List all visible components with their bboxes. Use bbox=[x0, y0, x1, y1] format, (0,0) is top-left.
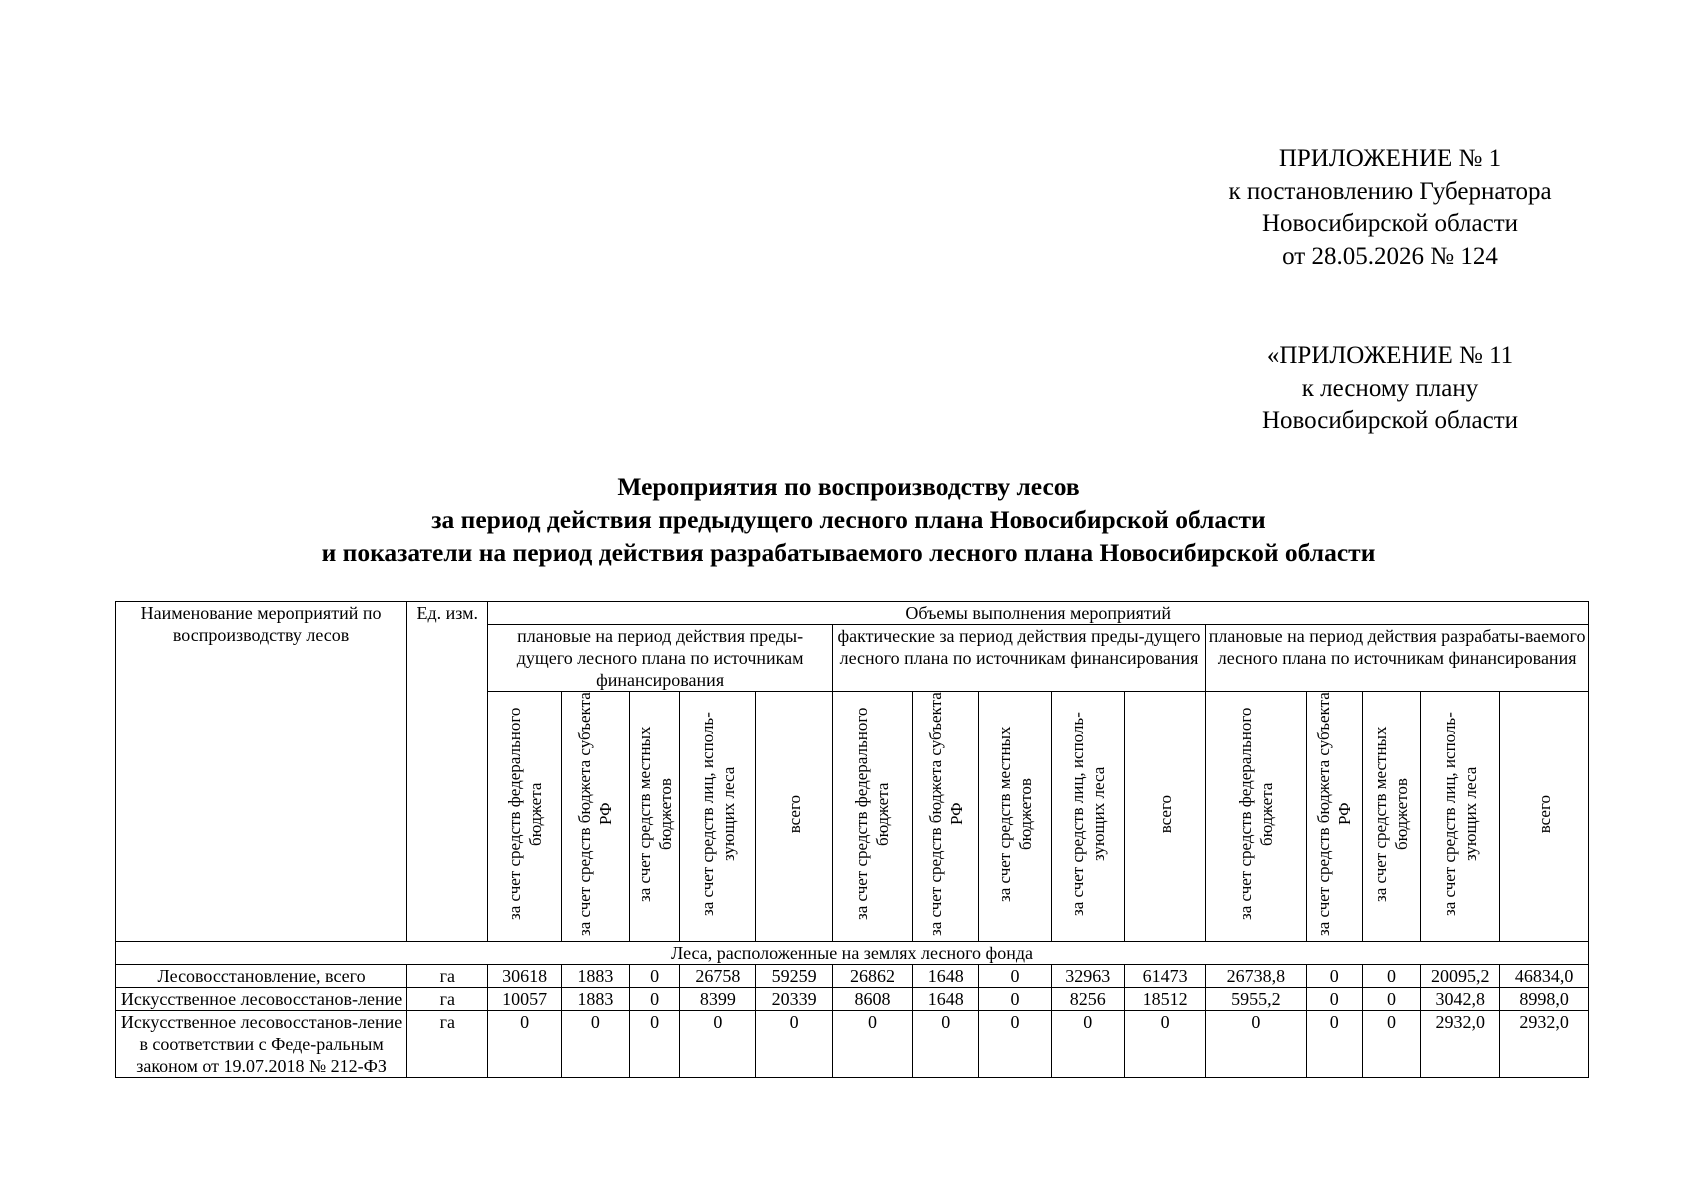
cell: 0 bbox=[1362, 988, 1420, 1011]
col-header-subject: за счет средств бюджета субъекта РФ bbox=[575, 692, 616, 936]
cell: 0 bbox=[913, 1011, 979, 1078]
header-group-planned-prev: плановые на период действия преды-дущего лесного плана по источникам финансирования bbox=[488, 625, 832, 692]
cell: 0 bbox=[630, 988, 680, 1011]
appendix-1-line-3: Новосибирской области bbox=[1261, 210, 1519, 237]
table-row bbox=[116, 965, 1589, 988]
row-name: Искусственное лесовосстанов-ление в соответствии с Феде-ральным законом от 19.07.2018 № 212-ФЗ bbox=[116, 1011, 407, 1078]
col-header-local: за счет средств местных бюджетов bbox=[994, 726, 1035, 902]
document-title bbox=[0, 470, 1697, 569]
cell: 8998,0 bbox=[1500, 988, 1589, 1011]
row-name: Искусственное лесовосстанов-ление bbox=[116, 988, 407, 1011]
cell: 1648 bbox=[913, 988, 979, 1011]
col-header-total: всего bbox=[1155, 794, 1175, 834]
appendix-1-line-4: от 28.05.2026 № 124 bbox=[1282, 242, 1498, 270]
cell: 32963 bbox=[1051, 965, 1124, 988]
col-header-users: за счет средств лиц, исполь-зующих леса bbox=[697, 712, 738, 916]
cell: 0 bbox=[979, 1011, 1051, 1078]
cell: 10057 bbox=[488, 988, 561, 1011]
cell: 0 bbox=[1206, 1011, 1306, 1078]
cell: 2932,0 bbox=[1421, 1011, 1500, 1078]
header-row-1 bbox=[116, 602, 1589, 625]
header-unit-cell bbox=[407, 602, 488, 942]
col-header-users: за счет средств лиц, исполь-зующих леса bbox=[1067, 712, 1108, 916]
col-header-users: за счет средств лиц, исполь-зующих леса bbox=[1440, 712, 1481, 916]
col-header-federal: за счет средств федерального бюджета bbox=[504, 707, 545, 921]
section-row bbox=[116, 942, 1589, 965]
cell: 26862 bbox=[832, 965, 912, 988]
cell: 46834,0 bbox=[1500, 965, 1589, 988]
cell: 26738,8 bbox=[1206, 965, 1306, 988]
table-row bbox=[116, 988, 1589, 1011]
cell: 26758 bbox=[680, 965, 756, 988]
cell: 20339 bbox=[756, 988, 832, 1011]
cell: 8256 bbox=[1051, 988, 1124, 1011]
col-header-local: за счет средств местных бюджетов bbox=[1371, 726, 1412, 902]
cell: 0 bbox=[832, 1011, 912, 1078]
cell: 5955,2 bbox=[1206, 988, 1306, 1011]
col-header-total: всего bbox=[784, 794, 804, 834]
cell: 1883 bbox=[561, 988, 629, 1011]
row-unit: га bbox=[407, 965, 488, 988]
header-name: Наименование мероприятий по воспроизводству лесов bbox=[140, 603, 382, 645]
header-group-actual-prev: фактические за период действия преды-дущего лесного плана по источникам финансирования bbox=[832, 625, 1205, 692]
appendix-1-line-1: ПРИЛОЖЕНИЕ № 1 bbox=[1278, 145, 1502, 172]
appendix-11-line-2: к лесному плану bbox=[1301, 374, 1479, 402]
cell: 0 bbox=[979, 988, 1051, 1011]
cell: 0 bbox=[1124, 1011, 1205, 1078]
cell: 0 bbox=[979, 965, 1051, 988]
row-name: Лесовосстановление, всего bbox=[116, 965, 407, 988]
cell: 59259 bbox=[756, 965, 832, 988]
cell: 0 bbox=[756, 1011, 832, 1078]
title-line-2: за период действия предыдущего лесного плана Новосибирской области bbox=[431, 505, 1266, 534]
cell: 0 bbox=[630, 1011, 680, 1078]
cell: 8608 bbox=[832, 988, 912, 1011]
cell: 0 bbox=[1362, 965, 1420, 988]
row-unit: га bbox=[407, 988, 488, 1011]
header-unit: Ед. изм. bbox=[416, 603, 479, 623]
cell: 0 bbox=[1362, 1011, 1420, 1078]
appendix-11-line-1: «ПРИЛОЖЕНИЕ № 11 bbox=[1266, 342, 1514, 369]
appendix-11-line-3: Новосибирской области bbox=[1261, 407, 1519, 434]
reforestation-table bbox=[115, 601, 1589, 1078]
col-header-subject: за счет средств бюджета субъекта РФ bbox=[1314, 692, 1355, 936]
cell: 3042,8 bbox=[1421, 988, 1500, 1011]
col-header-federal: за счет средств федерального бюджета bbox=[1235, 707, 1276, 921]
cell: 2932,0 bbox=[1500, 1011, 1589, 1078]
cell: 0 bbox=[561, 1011, 629, 1078]
table-row bbox=[116, 1011, 1589, 1078]
header-name-cell bbox=[116, 602, 407, 942]
cell: 20095,2 bbox=[1421, 965, 1500, 988]
col-header-local: за счет средств местных бюджетов bbox=[634, 726, 675, 902]
cell: 0 bbox=[630, 965, 680, 988]
cell: 0 bbox=[488, 1011, 561, 1078]
cell: 61473 bbox=[1124, 965, 1205, 988]
cell: 0 bbox=[1306, 1011, 1362, 1078]
appendix-1-line-2: к постановлению Губернатора bbox=[1228, 177, 1552, 205]
col-header-federal: за счет средств федерального бюджета bbox=[852, 707, 893, 921]
appendix-1-block bbox=[1180, 143, 1600, 273]
col-header-total: всего bbox=[1534, 794, 1554, 834]
cell: 18512 bbox=[1124, 988, 1205, 1011]
title-line-3: и показатели на период действия разрабатываемого лесного плана Новосибирской области bbox=[321, 538, 1376, 567]
cell: 30618 bbox=[488, 965, 561, 988]
cell: 8399 bbox=[680, 988, 756, 1011]
header-group-planned-new: плановые на период действия разрабаты-ваемого лесного плана по источникам финансирования bbox=[1206, 625, 1589, 692]
cell: 1883 bbox=[561, 965, 629, 988]
cell: 0 bbox=[1306, 988, 1362, 1011]
title-line-1: Мероприятия по воспроизводству лесов bbox=[617, 472, 1080, 501]
header-volumes: Объемы выполнения мероприятий bbox=[488, 602, 1589, 625]
appendix-11-block bbox=[1180, 340, 1600, 438]
cell: 1648 bbox=[913, 965, 979, 988]
col-header-subject: за счет средств бюджета субъекта РФ bbox=[925, 692, 966, 936]
section-title: Леса, расположенные на землях лесного фонда bbox=[116, 942, 1589, 965]
cell: 0 bbox=[680, 1011, 756, 1078]
cell: 0 bbox=[1306, 965, 1362, 988]
cell: 0 bbox=[1051, 1011, 1124, 1078]
row-unit: га bbox=[407, 1011, 488, 1078]
